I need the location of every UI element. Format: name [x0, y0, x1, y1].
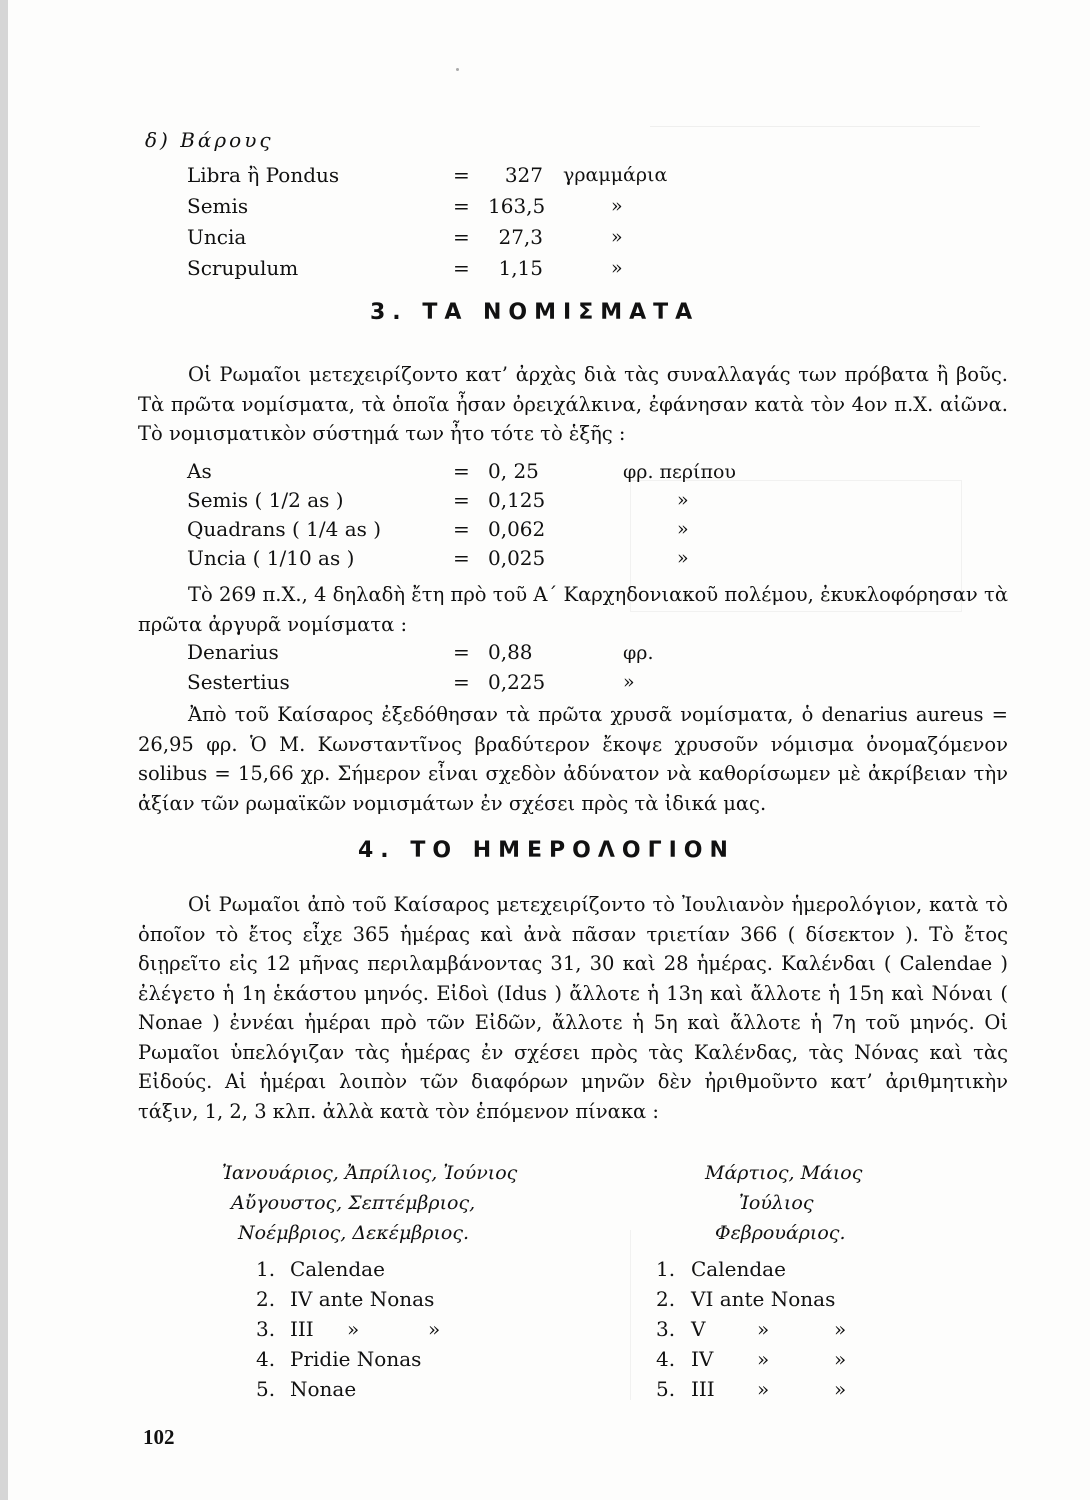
- day-label: IV ante Nonas: [290, 1287, 435, 1311]
- weight-unit: »: [611, 226, 623, 248]
- day-label: Pridie Nonas: [290, 1347, 422, 1371]
- coin-name: Quadrans ( 1/4 as ): [187, 517, 382, 541]
- day-num: 5.: [656, 1377, 676, 1401]
- coin-name: As: [187, 459, 212, 483]
- day-label: Calendae: [290, 1257, 385, 1281]
- day-num: 1.: [256, 1257, 276, 1281]
- coin-eq: =: [453, 488, 470, 512]
- day-num: 1.: [656, 1257, 676, 1281]
- coin-value: 0,225: [488, 670, 546, 694]
- coin-unit: »: [677, 547, 689, 569]
- coin-value: 0,88: [488, 640, 533, 664]
- weight-unit: »: [611, 195, 623, 217]
- calendar-body-text: Οἱ Ρωμαῖοι ἀπὸ τοῦ Καίσαρος μετεχειρίζοντο τὸ Ἰουλιανὸν ἡμερολόγιον, κατὰ τὸ ὁποῖον τὸ ἔτος εἶχε 365 ἡμέρας καὶ ἀνὰ πᾶσαν τριετίαν 366 ( δίσεκτον ). Τὸ ἔτος διῃρεῖτο εἰς 12 μῆνας περιλαμβάνοντας 31, 30 καὶ 28 ἡμέρας. Καλένδαι ( Calendae ) ἐλέγετο ἡ 1η ἑκάστου μηνός. Εἰδοὶ (Idus ) ἄλλοτε ἡ 13η καὶ ἄλλοτε ἡ 15η καὶ Νόναι ( Nonae ) ἐννέαι ἡμέραι πρὸ τῶν Εἰδῶν, ἄλλοτε ἡ 5η καὶ ἄλλοτε ἡ 7η τοῦ μηνός. Οἱ Ρωμαῖοι ὑπελόγιζαν τὰς ἡμέρας ἐν σχέσει πρὸς τὰς Καλένδας, τὰς Νόνας καὶ τὰς Εἰδούς. Αἱ ἡμέραι λοιπὸν τῶν διαφόρων μηνῶν δὲν ἠριθμοῦντο κατ’ ἀριθμητικὴν τάξιν, 1, 2, 3 κλπ. ἀλλὰ κατὰ τὸν ἑπόμενον πίνακα :: [138, 893, 1008, 1123]
- weight-eq: =: [453, 225, 470, 249]
- coins-closing-text: Ἀπὸ τοῦ Καίσαρος ἐξεδόθησαν τὰ πρῶτα χρυσᾶ νομίσματα, ὁ denarius aureus = 26,95 φρ. Ὁ Μ. Κωνσταντῖνος βραδύτερον ἔκοψε χρυσοῦν νόμισμα ὀνομαζόμενον solibus = 15,66 χρ. Σήμερον εἶναι σχεδὸν ἀδύνατον νὰ καθορίσωμεν μὲ ἀκρίβειαν τὴν ἀξίαν τῶν ρωμαϊκῶν νομισμάτων ἐν σχέσει πρὸς τὰ ἰδικά μας.: [138, 703, 1008, 815]
- weight-eq: =: [453, 256, 470, 280]
- weight-value: 27,3: [498, 225, 543, 249]
- ditto-mark: »: [757, 1377, 770, 1401]
- day-label: V: [691, 1317, 706, 1341]
- month-line: Μάρτιος, Μάιος: [705, 1162, 863, 1184]
- day-label: VI ante Nonas: [691, 1287, 836, 1311]
- day-num: 2.: [256, 1287, 276, 1311]
- weight-value: 327: [504, 163, 543, 187]
- ditto-mark: »: [757, 1347, 770, 1371]
- weight-eq: =: [453, 163, 470, 187]
- ditto-mark: »: [834, 1317, 847, 1341]
- coin-unit: »: [623, 671, 635, 693]
- day-label: IV: [691, 1347, 714, 1371]
- day-label: Nonae: [290, 1377, 357, 1401]
- weight-name: Libra ἢ Pondus: [187, 163, 340, 187]
- coins-intro: [138, 360, 1008, 449]
- weights-heading: δ) Βάρους: [145, 128, 274, 152]
- coin-unit: »: [677, 489, 689, 511]
- coin-value: 0,025: [488, 546, 546, 570]
- weight-value: 163,5: [488, 194, 546, 218]
- coin-name: Sestertius: [187, 670, 290, 694]
- coin-name: Semis ( 1/2 as ): [187, 488, 344, 512]
- weight-value: 1,15: [498, 256, 543, 280]
- weight-eq: =: [453, 194, 470, 218]
- coin-name: Uncia ( 1/10 as ): [187, 546, 355, 570]
- coin-eq: =: [453, 640, 470, 664]
- coin-eq: =: [453, 517, 470, 541]
- day-num: 5.: [256, 1377, 276, 1401]
- day-num: 4.: [656, 1347, 676, 1371]
- coins-middle: [138, 580, 1008, 639]
- ditto-mark: »: [757, 1317, 770, 1341]
- coin-name: Denarius: [187, 640, 279, 664]
- speck: [456, 68, 459, 71]
- bleed-through-line: [650, 112, 980, 127]
- month-line: Νοέμβριος, Δεκέμβριος.: [238, 1222, 470, 1244]
- weight-name: Semis: [187, 194, 249, 218]
- ditto-mark: »: [428, 1317, 441, 1341]
- weight-name: Uncia: [187, 225, 247, 249]
- calendar-heading: 4. ΤΟ ΗΜΕΡΟΛΟΓΙΟΝ: [358, 838, 735, 863]
- month-line: Αὔγουστος, Σεπτέμβριος,: [231, 1192, 476, 1214]
- ditto-mark: »: [347, 1317, 360, 1341]
- coin-eq: =: [453, 670, 470, 694]
- day-num: 3.: [256, 1317, 276, 1341]
- day-num: 3.: [656, 1317, 676, 1341]
- coin-unit: φρ.: [623, 642, 654, 664]
- coin-value: 0, 25: [488, 459, 539, 483]
- ditto-mark: »: [834, 1347, 847, 1371]
- day-num: 2.: [656, 1287, 676, 1311]
- coin-eq: =: [453, 546, 470, 570]
- weight-unit: »: [611, 257, 623, 279]
- day-label: III: [691, 1377, 715, 1401]
- month-line: Ἰούλιος: [739, 1192, 814, 1214]
- coin-value: 0,062: [488, 517, 546, 541]
- page-number: 102: [143, 1425, 175, 1449]
- coins-closing: [138, 700, 1008, 818]
- coins-intro-text: Οἱ Ρωμαῖοι μετεχειρίζοντο κατ’ ἀρχὰς διὰ τὰς συναλλαγάς των πρόβατα ἢ βοῦς. Τὰ πρῶτα νομίσματα, τὰ ὁποῖα ἦσαν ὀρειχάλκινα, ἐφάνησαν κατὰ τὸν 4ον π.Χ. αἰῶνα. Τὸ νομισματικὸν σύστημά των ἦτο τότε τὸ ἑξῆς :: [138, 363, 1008, 445]
- month-line: Φεβρουάριος.: [715, 1222, 846, 1244]
- bleed-through-column: [630, 1230, 961, 1400]
- coin-value: 0,125: [488, 488, 546, 512]
- weight-unit: γραμμάρια: [563, 164, 668, 186]
- ditto-mark: »: [834, 1377, 847, 1401]
- month-line: Ἰανουάριος, Ἀπρίλιος, Ἰούνιος: [222, 1162, 518, 1184]
- weight-name: Scrupulum: [187, 256, 299, 280]
- day-num: 4.: [256, 1347, 276, 1371]
- coins-heading: 3. ΤΑ ΝΟΜΙΣΜΑΤΑ: [370, 300, 700, 325]
- coin-unit: »: [677, 518, 689, 540]
- calendar-body: [138, 890, 1008, 1126]
- coins-middle-text: Τὸ 269 π.Χ., 4 δηλαδὴ ἔτη πρὸ τοῦ Α΄ Καρχηδονιακοῦ πολέμου, ἐκυκλοφόρησαν τὰ πρῶτα ἀργυρᾶ νομίσματα :: [138, 583, 1008, 636]
- coin-eq: =: [453, 459, 470, 483]
- day-label: Calendae: [691, 1257, 786, 1281]
- coin-unit: φρ. περίπου: [623, 461, 736, 483]
- day-label: III: [290, 1317, 314, 1341]
- page-edge-shadow: [0, 0, 8, 1500]
